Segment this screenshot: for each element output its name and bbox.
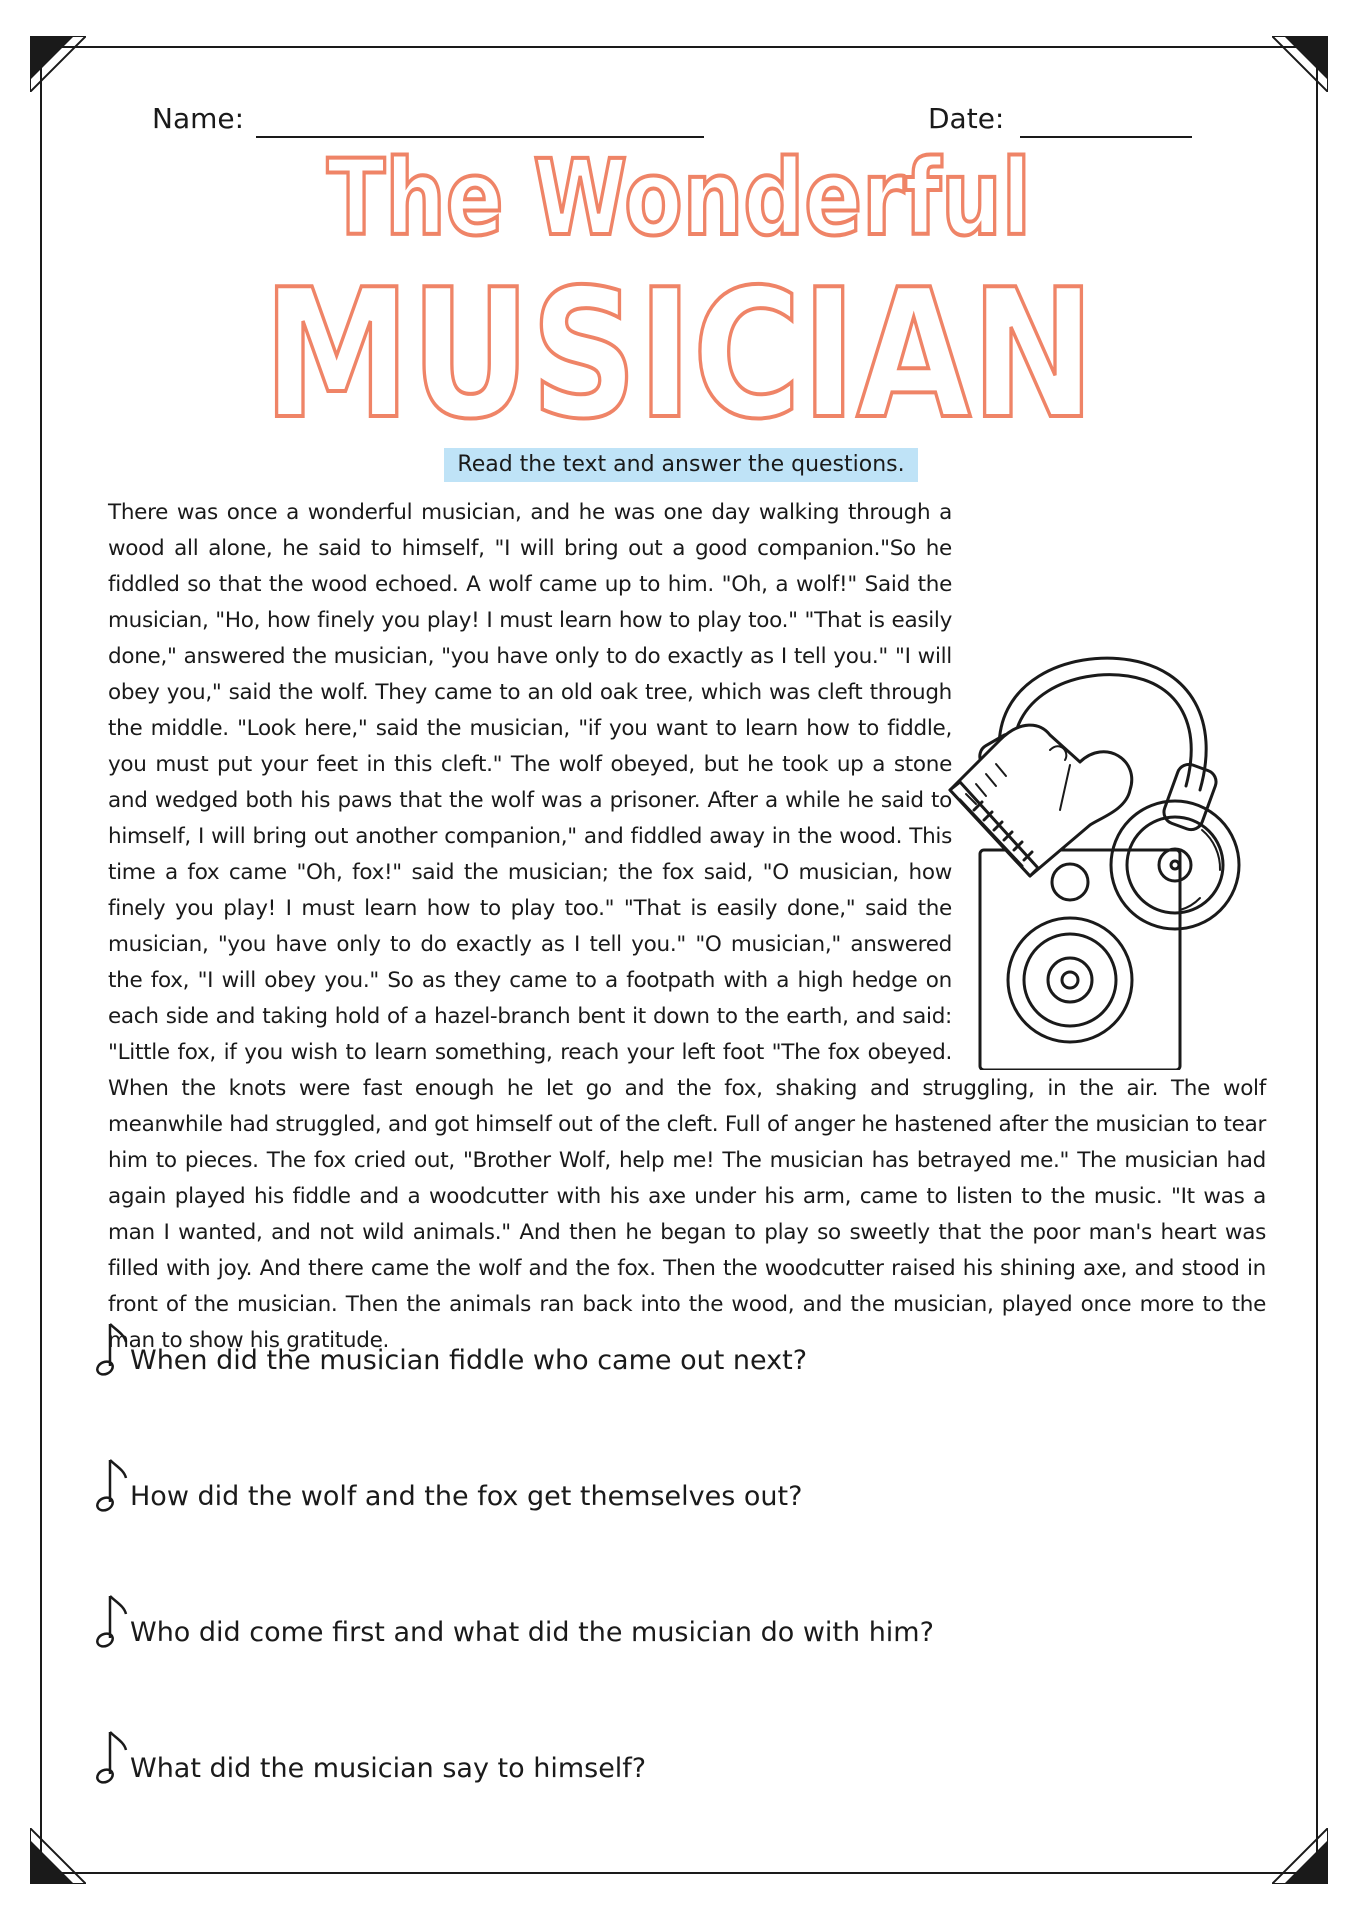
question-text: When did the musician fiddle who came out next? [130,1345,808,1376]
music-note-icon [96,1728,130,1788]
story-paragraph: There was once a wonderful musician, and he was one day walking through a wood all alone, he said to himself, "I will bring out a good companion."So he fiddled so that the wood echoed. A wolf came up to him. "Oh, a wolf!" Said the musician, "Ho, how finely you play! I must learn how to play too." "That is easily done," answered the musician, "you have only to do exactly as I tell you." "I will obey you," said the wolf. They came to an old oak tree, which was cleft through the middle. "Look here," said the musician, "if you want to learn how to fiddle, you must put your feet in this cleft." The wolf obeyed, but he took up a stone and wedged both his paws that the wolf was a prisoner. After a while he said to himself, I will bring out another companion," and fiddled away in the wood. This time a fox came "Oh, fox!" said the musician; the fox said, "O musician, how finely you play! I must learn how to play too." "That is easily done," said the musician, "you have only to do exactly as I tell you." "O musician," answered the fox, "I will obey you." So as they came to a footpath with a high hedge on each side and taking hold of a hazel-branch bent it down to the earth, and said: "Little fox, if you wish to learn something, reach your left foot "The fox obeyed. When the knots were fast enough he let go and the fox, shaking and struggling, in the air. The wolf meanwhile had struggled, and got himself out of the cleft. Full of anger he hastened after the musician to tear him to pieces. The fox cried out, "Brother Wolf, help me! The musician has betrayed me." The musician had again played his fiddle and a woodcutter with his axe under his arm, came to listen to the music. "It was a man I wanted, and not wild animals." And then he began to play so sweetly that the poor man's heart was filled with joy. And there came the wolf and the fox. Then the woodcutter raised his shining axe, and stood in front of the musician. Then the animals ran back into the wood, and the musician, played once more to the man to show his gratitude. [108,500,1266,1353]
question-text: Who did come first and what did the musician do with him? [130,1617,934,1648]
title-line-1: The Wonderful [327,140,1031,259]
name-label: Name: [152,102,245,135]
corner-ornament [30,1828,86,1884]
name-field[interactable] [256,136,704,138]
question-item [96,1728,646,1788]
instruction-banner: Read the text and answer the questions. [444,448,918,482]
date-label: Date: [928,102,1005,135]
question-text: What did the musician say to himself? [130,1753,647,1784]
corner-ornament [30,36,86,92]
question-text: How did the wolf and the fox get themselves out? [130,1481,803,1512]
music-note-icon [96,1320,130,1380]
worksheet-title [0,140,1358,440]
question-item [96,1456,802,1516]
date-field[interactable] [1020,136,1192,138]
question-item [96,1592,934,1652]
music-note-icon [96,1456,130,1516]
corner-ornament [1272,1828,1328,1884]
title-line-2: MUSICIAN [263,251,1095,440]
music-equipment-icon [930,640,1250,1070]
corner-ornament [1272,36,1328,92]
question-item [96,1320,807,1380]
music-note-icon [96,1592,130,1652]
